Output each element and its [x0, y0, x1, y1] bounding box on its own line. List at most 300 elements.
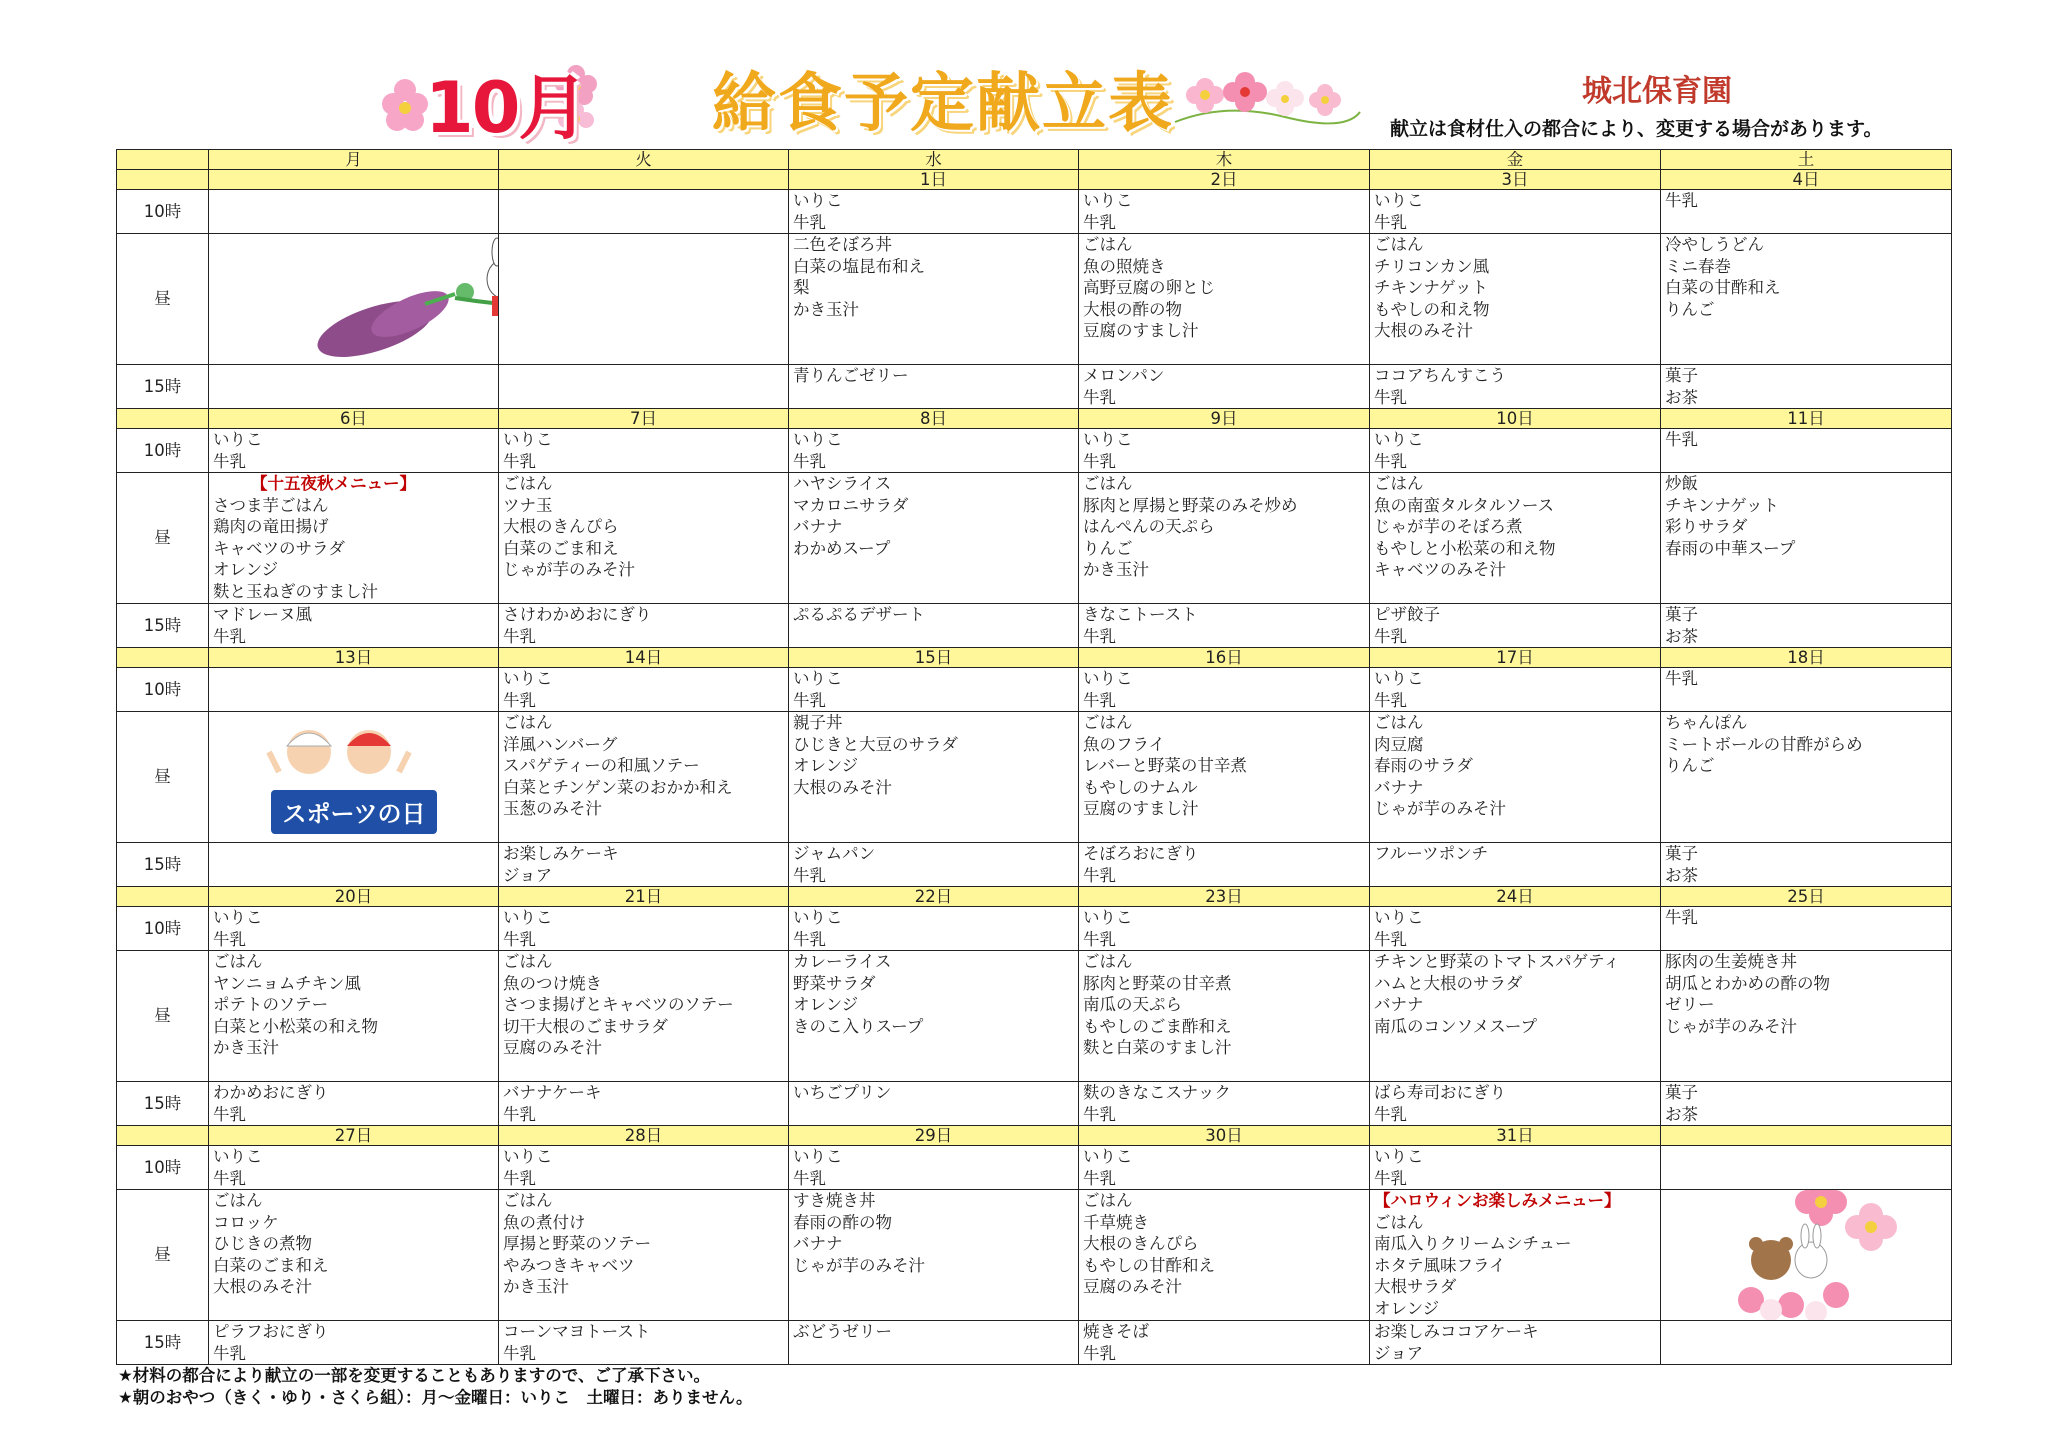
menu-item: ヤンニョムチキン風 [213, 973, 361, 993]
menu-item: ジョア [1374, 1343, 1424, 1363]
menu-item: いりこ [1374, 908, 1424, 927]
menu-cell [1079, 951, 1370, 1082]
lunch-row [117, 951, 1952, 1082]
date-cell: 23日 [1079, 887, 1370, 907]
menu-cell [499, 1082, 789, 1126]
date-cell: 17日 [1370, 648, 1661, 668]
month-title: 10月 [425, 67, 587, 149]
menu-item: 牛乳 [793, 929, 826, 949]
menu-cell [499, 712, 789, 843]
menu-cell [1661, 668, 1952, 712]
date-cell: 25日 [1661, 887, 1952, 907]
menu-item: じゃが芋のそぼろ煮 [1374, 517, 1523, 536]
menu-cell [499, 1146, 789, 1190]
row-label-am: 10時 [117, 429, 209, 473]
am-row [117, 668, 1952, 712]
menu-item: ごはん [503, 713, 553, 732]
menu-item: かき玉汁 [1083, 560, 1149, 579]
weekday-tue: 火 [499, 150, 789, 170]
menu-item: 南瓜のコンソメスープ [1374, 1016, 1538, 1036]
menu-item: いりこ [1083, 191, 1133, 210]
menu-item: 牛乳 [503, 1104, 536, 1124]
date-row [117, 409, 1952, 429]
menu-cell [499, 668, 789, 712]
date-row [117, 648, 1952, 668]
menu-item: いりこ [503, 669, 553, 688]
lunch-row [117, 712, 1952, 843]
menu-cell [789, 365, 1079, 409]
menu-item: いりこ [503, 1147, 553, 1166]
weekday-thu: 木 [1079, 150, 1370, 170]
menu-cell [1661, 907, 1952, 951]
menu-item: 大根のきんぴら [503, 517, 619, 536]
menu-cell [789, 429, 1079, 473]
menu-cell [789, 473, 1079, 604]
menu-item: オレンジ [793, 756, 859, 775]
row-label-lunch: 昼 [117, 473, 209, 604]
lunch-row [117, 234, 1952, 365]
footer-notes [118, 1365, 753, 1409]
menu-item: かき玉汁 [503, 1277, 569, 1296]
menu-item: 白菜と小松菜の和え物 [213, 1016, 378, 1036]
menu-cell [499, 1190, 789, 1321]
menu-item: 豆腐のみそ汁 [1083, 1277, 1182, 1296]
menu-cell [209, 668, 499, 712]
menu-item: 春雨の中華スープ [1665, 538, 1796, 558]
menu-item: 麩と玉ねぎのすまし汁 [213, 581, 378, 601]
menu-item: 大根のきんぴら [1083, 1234, 1199, 1253]
menu-item: 魚の煮付け [503, 1212, 586, 1232]
menu-item: ごはん [503, 952, 553, 971]
menu-item: 牛乳 [1083, 929, 1116, 949]
menu-item: チキンナゲット [1374, 278, 1489, 297]
date-cell: 30日 [1079, 1126, 1370, 1146]
menu-cell [1370, 1321, 1661, 1365]
am-row [117, 429, 1952, 473]
pm-row [117, 365, 1952, 409]
date-cell: 8日 [789, 409, 1079, 429]
row-label-am: 10時 [117, 190, 209, 234]
menu-cell [789, 843, 1079, 887]
row-label-am: 10時 [117, 1146, 209, 1190]
menu-cell [789, 951, 1079, 1082]
menu-item: 牛乳 [213, 451, 246, 471]
date-cell [209, 170, 499, 190]
date-cell: 31日 [1370, 1126, 1661, 1146]
menu-cell [1079, 907, 1370, 951]
menu-item: いりこ [213, 1147, 263, 1166]
pm-row [117, 1082, 1952, 1126]
menu-item: りんご [1665, 299, 1715, 319]
menu-item: 牛乳 [503, 690, 536, 710]
menu-item: ポテトのソテー [213, 995, 329, 1014]
menu-item: いりこ [1083, 1147, 1133, 1166]
menu-item: いりこ [213, 908, 263, 927]
date-cell: 24日 [1370, 887, 1661, 907]
menu-item: ハヤシライス [793, 474, 892, 493]
date-cell: 20日 [209, 887, 499, 907]
menu-item: コロッケ [213, 1212, 279, 1232]
menu-cell [789, 1146, 1079, 1190]
menu-item: 白菜の甘酢和え [1665, 278, 1781, 297]
date-cell: 4日 [1661, 170, 1952, 190]
menu-item: 南瓜の天ぷら [1083, 995, 1182, 1014]
menu-cell [789, 1082, 1079, 1126]
weekday-mon: 月 [209, 150, 499, 170]
menu-item: ぶどうゼリー [793, 1322, 892, 1341]
menu-item: ごはん [1083, 1191, 1133, 1210]
menu-item: ごはん [213, 952, 263, 971]
menu-item: ミートボールの甘酢がらめ [1665, 734, 1863, 754]
page-title: 給食予定献立表 [712, 67, 1174, 141]
menu-item: ハムと大根のサラダ [1374, 973, 1523, 993]
menu-item: マドレーヌ風 [213, 605, 312, 624]
menu-item: カレーライス [793, 952, 892, 971]
row-label-pm: 15時 [117, 1082, 209, 1126]
menu-item: 牛乳 [213, 626, 246, 646]
menu-item: 牛乳 [1083, 690, 1116, 710]
menu-item: バナナ [793, 517, 843, 536]
menu-item: 牛乳 [1083, 212, 1116, 232]
menu-item: 牛乳 [1083, 387, 1116, 407]
menu-cell [1370, 190, 1661, 234]
menu-cell [499, 190, 789, 234]
date-cell: 22日 [789, 887, 1079, 907]
menu-item: メロンパン [1083, 366, 1165, 385]
page-header [0, 0, 2048, 150]
menu-cell [1661, 1146, 1952, 1190]
menu-cell [209, 843, 499, 887]
menu-item: じゃが芋のみそ汁 [793, 1255, 925, 1275]
menu-item: 鶏肉の竜田揚げ [213, 517, 329, 536]
menu-item: 厚揚と野菜のソテー [503, 1234, 652, 1253]
menu-item: いりこ [1374, 430, 1424, 449]
menu-item: 牛乳 [793, 1168, 826, 1188]
menu-item: 牛乳 [1374, 690, 1407, 710]
menu-item: いりこ [1083, 430, 1133, 449]
menu-item: 牛乳 [1374, 212, 1407, 232]
menu-item: 牛乳 [1083, 1168, 1116, 1188]
menu-cell [499, 429, 789, 473]
date-cell: 7日 [499, 409, 789, 429]
date-cell: 13日 [209, 648, 499, 668]
menu-cell [1079, 1321, 1370, 1365]
menu-item: 牛乳 [1374, 387, 1407, 407]
date-cell [499, 170, 789, 190]
menu-item: お茶 [1665, 387, 1698, 407]
menu-item: そぼろおにぎり [1083, 844, 1199, 863]
menu-cell [1370, 429, 1661, 473]
menu-cell [1370, 365, 1661, 409]
menu-item: いちごプリン [793, 1083, 892, 1102]
menu-item: オレンジ [1374, 1298, 1440, 1318]
menu-item: 梨 [793, 278, 810, 297]
row-label-pm: 15時 [117, 365, 209, 409]
menu-cell [499, 365, 789, 409]
weekday-fri: 金 [1370, 150, 1661, 170]
menu-cell [1370, 604, 1661, 648]
menu-item: スパゲティーの和風ソテー [503, 756, 700, 775]
menu-item: ぷるぷるデザート [793, 605, 925, 624]
menu-item: 牛乳 [1374, 929, 1407, 949]
menu-cell [1661, 843, 1952, 887]
corner-cell [117, 170, 209, 190]
menu-item: ごはん [503, 1191, 553, 1210]
menu-item: 牛乳 [1665, 191, 1698, 210]
date-cell [1661, 1126, 1952, 1146]
corner-cell [117, 1126, 209, 1146]
menu-item: チキンと野菜のトマトスパゲティ [1374, 952, 1620, 971]
menu-item: 大根のみそ汁 [213, 1277, 312, 1296]
menu-item: 豚肉と厚揚と野菜のみそ炒め [1083, 495, 1298, 515]
menu-item: ごはん [1083, 474, 1133, 493]
menu-item: 牛乳 [1665, 669, 1698, 688]
menu-item: りんご [1083, 538, 1133, 558]
menu-cell [789, 907, 1079, 951]
menu-cell [1661, 1321, 1952, 1365]
menu-notice: 献立は食材仕入の都合により、変更する場合があります。 [1390, 118, 1883, 140]
date-cell: 21日 [499, 887, 789, 907]
date-cell: 18日 [1661, 648, 1952, 668]
menu-item: 牛乳 [1083, 1104, 1116, 1124]
menu-cell [1661, 190, 1952, 234]
weekday-header-row [117, 150, 1952, 170]
menu-item: 牛乳 [1374, 1168, 1407, 1188]
menu-item: ひじきと大豆のサラダ [793, 734, 958, 754]
cosmos-flower-icon [1165, 62, 1365, 142]
menu-item: ごはん [1083, 713, 1133, 732]
menu-item: ひじきの煮物 [213, 1234, 312, 1253]
menu-item: キャベツのサラダ [213, 538, 345, 558]
menu-item: いりこ [1374, 1147, 1424, 1166]
menu-item: やみつきキャベツ [503, 1255, 635, 1275]
menu-item: さつま揚げとキャベツのソテー [503, 995, 734, 1014]
lunch-row [117, 1190, 1952, 1321]
weekday-wed: 水 [789, 150, 1079, 170]
date-cell: 27日 [209, 1126, 499, 1146]
menu-item: お茶 [1665, 626, 1698, 646]
menu-item: もやしの甘酢和え [1083, 1255, 1215, 1275]
menu-item: ミニ春巻 [1665, 256, 1731, 276]
menu-item: ココアちんすこう [1374, 366, 1506, 385]
menu-item: 二色そぼろ丼 [793, 235, 892, 254]
menu-item: 牛乳 [213, 1168, 246, 1188]
menu-item: いりこ [213, 430, 263, 449]
menu-cell [209, 604, 499, 648]
menu-item: 親子丼 [793, 713, 843, 732]
menu-cell [789, 1190, 1079, 1321]
menu-cell [1661, 473, 1952, 604]
row-label-am: 10時 [117, 668, 209, 712]
row-label-lunch: 昼 [117, 712, 209, 843]
row-label-pm: 15時 [117, 843, 209, 887]
menu-cell [1370, 712, 1661, 843]
date-cell: 2日 [1079, 170, 1370, 190]
date-cell: 6日 [209, 409, 499, 429]
menu-item: 豚肉と野菜の甘辛煮 [1083, 973, 1232, 993]
menu-table [116, 149, 1952, 1365]
menu-item: はんぺんの天ぷら [1083, 517, 1215, 536]
menu-cell [1079, 1146, 1370, 1190]
menu-item: いりこ [793, 191, 843, 210]
menu-cell [1661, 604, 1952, 648]
menu-cell [209, 1190, 499, 1321]
date-cell: 1日 [789, 170, 1079, 190]
menu-cell [1370, 1190, 1661, 1321]
menu-cell [209, 951, 499, 1082]
menu-item: いりこ [793, 1147, 843, 1166]
menu-item: りんご [1665, 756, 1715, 775]
pm-row [117, 843, 1952, 887]
menu-cell [1079, 843, 1370, 887]
menu-cell [789, 712, 1079, 843]
menu-item: 牛乳 [1665, 430, 1698, 449]
menu-cell [1079, 365, 1370, 409]
menu-cell [209, 473, 499, 604]
menu-cell [499, 473, 789, 604]
menu-item: 牛乳 [213, 929, 246, 949]
menu-item: 南瓜入りクリームシチュー [1374, 1234, 1572, 1253]
menu-item: ばら寿司おにぎり [1374, 1083, 1506, 1102]
menu-cell [789, 190, 1079, 234]
menu-item: バナナ [793, 1234, 843, 1253]
menu-cell [499, 951, 789, 1082]
menu-cell [1079, 1190, 1370, 1321]
menu-item: ごはん [1374, 713, 1424, 732]
menu-cell [209, 429, 499, 473]
menu-cell [1370, 843, 1661, 887]
menu-item: 牛乳 [793, 212, 826, 232]
row-label-pm: 15時 [117, 1321, 209, 1365]
menu-cell [1079, 190, 1370, 234]
menu-item: ゼリー [1665, 995, 1715, 1014]
menu-item: ピザ餃子 [1374, 605, 1440, 624]
menu-item: 牛乳 [1374, 1104, 1407, 1124]
menu-item: 牛乳 [503, 1343, 536, 1363]
date-cell: 29日 [789, 1126, 1079, 1146]
menu-item: 白菜のごま和え [503, 538, 619, 558]
menu-item: 牛乳 [503, 626, 536, 646]
menu-item: 牛乳 [1083, 865, 1116, 885]
menu-cell [1661, 1082, 1952, 1126]
menu-cell [1370, 951, 1661, 1082]
date-cell: 11日 [1661, 409, 1952, 429]
menu-item: ホタテ風味フライ [1374, 1255, 1506, 1275]
pm-row [117, 604, 1952, 648]
menu-cell [1661, 712, 1952, 843]
menu-item: お楽しみココアケーキ [1374, 1322, 1539, 1341]
menu-item: 豆腐のすまし汁 [1083, 321, 1199, 340]
menu-cell [1661, 234, 1952, 365]
menu-item: 魚のつけ焼き [503, 973, 602, 993]
menu-cell [789, 668, 1079, 712]
menu-item: もやしの和え物 [1374, 299, 1490, 319]
menu-item: お茶 [1665, 865, 1698, 885]
corner-cell [117, 150, 209, 170]
menu-item: レバーと野菜の甘辛煮 [1083, 756, 1247, 775]
menu-item: 切干大根のごまサラダ [503, 1016, 668, 1036]
menu-item: 牛乳 [503, 1168, 536, 1188]
menu-item: 千草焼き [1083, 1212, 1149, 1232]
menu-cell [1079, 234, 1370, 365]
menu-item: 菓子 [1665, 844, 1698, 863]
menu-item: 大根の酢の物 [1083, 299, 1182, 319]
menu-item: いりこ [503, 908, 553, 927]
menu-cell [1661, 1190, 1952, 1321]
menu-item: コーンマヨトースト [503, 1322, 651, 1341]
weekday-sat: 土 [1661, 150, 1952, 170]
menu-item: ごはん [1374, 1212, 1424, 1232]
row-label-lunch: 昼 [117, 951, 209, 1082]
pm-row [117, 1321, 1952, 1365]
menu-cell [1661, 429, 1952, 473]
menu-item: 豆腐のみそ汁 [503, 1038, 602, 1057]
menu-item: 青りんごゼリー [793, 366, 909, 385]
menu-item: 高野豆腐の卵とじ [1083, 278, 1215, 297]
menu-item: もやしのナムル [1083, 777, 1198, 797]
menu-item: すき焼き丼 [793, 1191, 876, 1210]
menu-item: 牛乳 [793, 451, 826, 471]
menu-item: 牛乳 [1374, 451, 1407, 471]
menu-item: 菓子 [1665, 605, 1698, 624]
menu-item: ごはん [213, 1191, 263, 1210]
menu-item: かき玉汁 [793, 299, 859, 319]
menu-item: いりこ [1083, 669, 1133, 688]
menu-item: 麩と白菜のすまし汁 [1083, 1038, 1232, 1057]
menu-cell [1079, 473, 1370, 604]
menu-cell [499, 234, 789, 365]
menu-item: 彩りサラダ [1665, 517, 1748, 536]
menu-item: ジョア [503, 865, 553, 885]
menu-cell [209, 1082, 499, 1126]
menu-item: 牛乳 [1665, 908, 1698, 927]
menu-cell [499, 604, 789, 648]
menu-item: わかめスープ [793, 538, 891, 558]
menu-item: お楽しみケーキ [503, 844, 619, 863]
corner-cell [117, 887, 209, 907]
date-row [117, 887, 1952, 907]
menu-item: じゃが芋のみそ汁 [1665, 1016, 1797, 1036]
menu-item: フルーツポンチ [1374, 844, 1489, 863]
menu-item: 炒飯 [1665, 474, 1698, 493]
corner-cell [117, 409, 209, 429]
menu-item: 牛乳 [503, 929, 536, 949]
menu-item: ごはん [1083, 235, 1133, 254]
am-row [117, 190, 1952, 234]
menu-item: 冷やしうどん [1665, 235, 1764, 254]
menu-item: もやしのごま酢和え [1083, 1016, 1232, 1036]
menu-item: 牛乳 [793, 865, 826, 885]
menu-cell [1370, 234, 1661, 365]
menu-item: 春雨の酢の物 [793, 1212, 892, 1232]
menu-item: 牛乳 [1374, 626, 1407, 646]
date-row [117, 170, 1952, 190]
menu-item: かき玉汁 [213, 1038, 279, 1057]
menu-item: 魚のフライ [1083, 734, 1166, 754]
date-cell: 10日 [1370, 409, 1661, 429]
menu-cell [1079, 429, 1370, 473]
menu-item: きなこトースト [1083, 605, 1198, 624]
menu-item: 牛乳 [1083, 451, 1116, 471]
menu-item: バナナ [1374, 995, 1424, 1014]
menu-item: お茶 [1665, 1104, 1698, 1124]
menu-item: バナナ [1374, 777, 1424, 797]
menu-cell [499, 843, 789, 887]
menu-item: 胡瓜とわかめの酢の物 [1665, 973, 1830, 993]
menu-cell [1370, 473, 1661, 604]
menu-cell [499, 907, 789, 951]
menu-item: 菓子 [1665, 366, 1698, 385]
